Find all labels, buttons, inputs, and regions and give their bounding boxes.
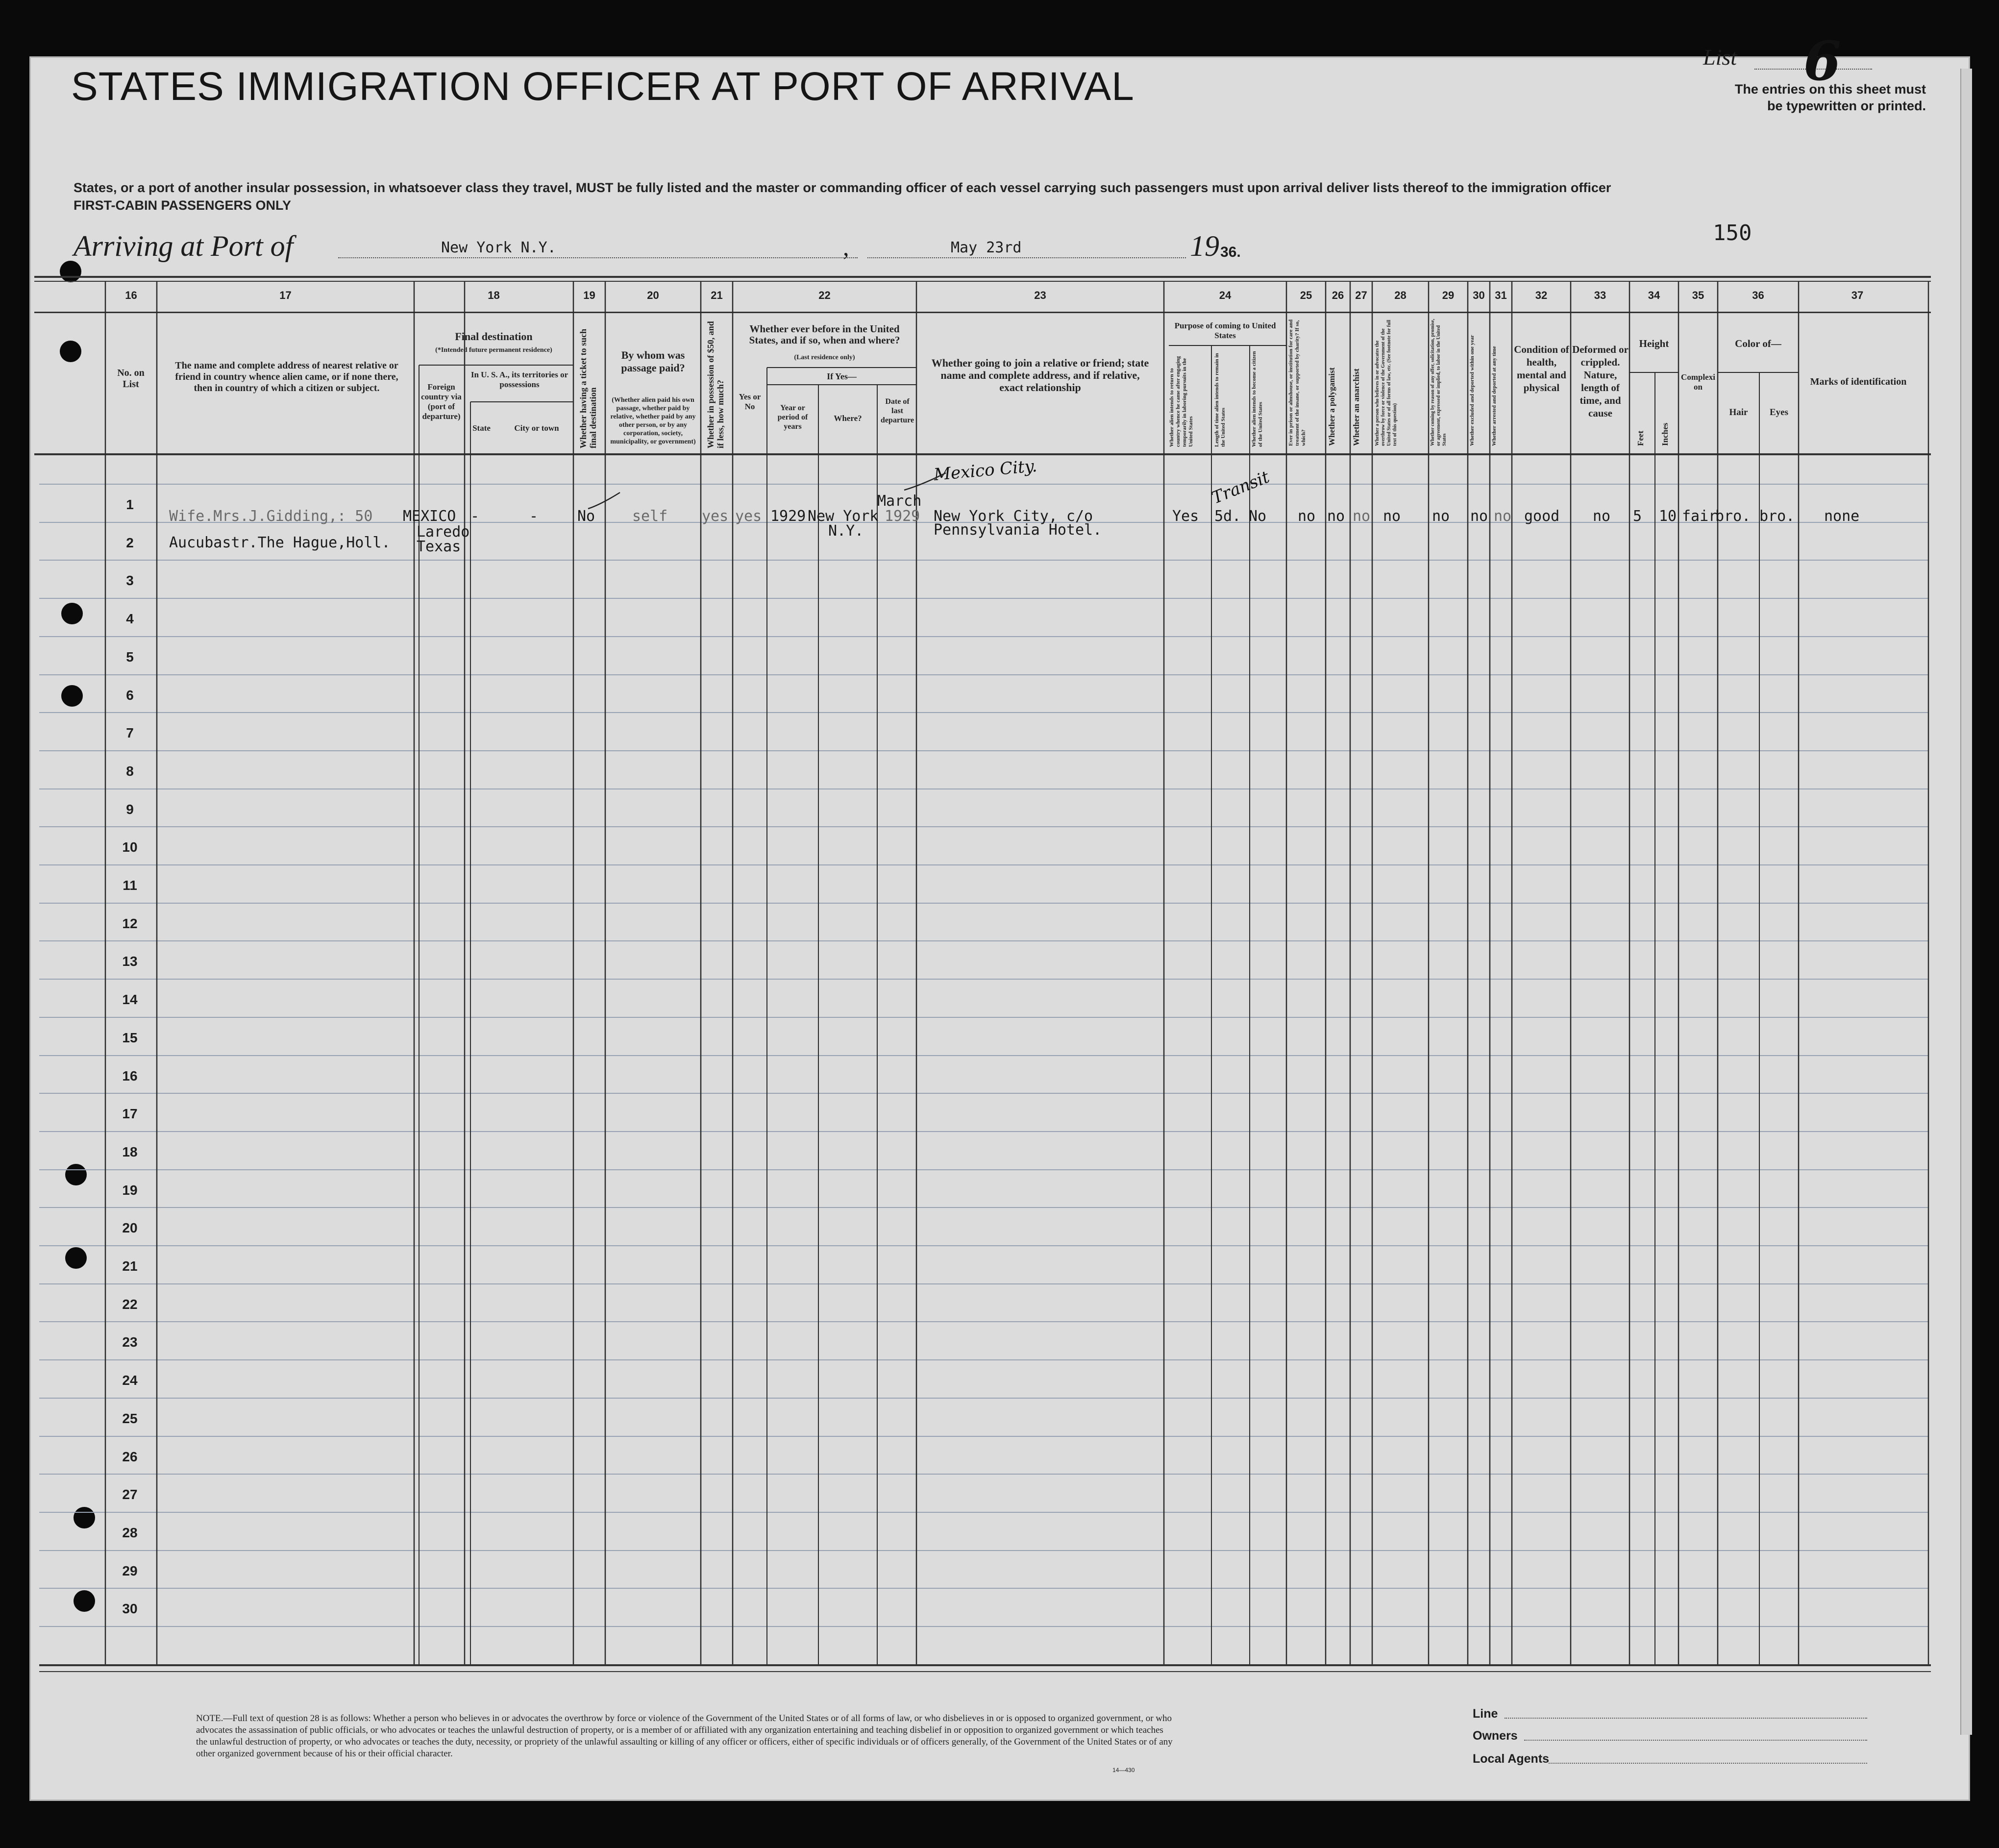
header-if-yes: If Yes— bbox=[827, 371, 857, 381]
has-ticket: No bbox=[577, 508, 595, 525]
local-agents-label: Local Agents bbox=[1473, 1752, 1550, 1766]
col-num-21: 21 bbox=[711, 289, 723, 301]
col-num-29: 29 bbox=[1442, 289, 1455, 301]
header-deported: Whether arrested and deported at any time bbox=[1491, 346, 1497, 446]
header-foreign-port: Foreign country via (port of departure) bbox=[421, 382, 462, 421]
header-date-departure: Date of last departure bbox=[880, 397, 914, 424]
header-excluded: Whether excluded and deported within one year bbox=[1469, 335, 1475, 446]
row-number: 12 bbox=[122, 916, 138, 931]
row-number: 17 bbox=[122, 1106, 138, 1121]
form-number: 14—430 bbox=[1112, 1767, 1135, 1774]
col-num-22: 22 bbox=[818, 289, 831, 301]
col-num-18: 18 bbox=[488, 289, 500, 301]
header-inches: Inches bbox=[1660, 422, 1670, 446]
header-deformed: Deformed or crippled. Nature, length of time, and cause bbox=[1572, 344, 1629, 419]
has-50-dollars: yes bbox=[702, 508, 729, 525]
header-complexion: Complexion bbox=[1681, 372, 1715, 392]
list-label: List bbox=[1703, 45, 1737, 70]
header-where: Where? bbox=[834, 414, 862, 423]
col-num-28: 28 bbox=[1394, 289, 1407, 301]
header-no-on-list: No. on List bbox=[117, 368, 145, 390]
col-num-27: 27 bbox=[1355, 289, 1367, 301]
col-num-23: 23 bbox=[1034, 289, 1046, 301]
header-height: Height bbox=[1639, 338, 1669, 349]
row-number: 15 bbox=[122, 1030, 138, 1045]
footnote-question-28: NOTE.—Full text of question 28 is as follows: Whether a person who believes in or advocates the overthrow by force or violence of the Government of the United States or of all forms of law, or who disbelieves in or is opposed to organized government, or who advocates the assassination of public officials, or who advocates or teaches the unlawful destruction of property, or is a member of or affiliated with any organization entertaining and teaching disbelief in or opposition to organized government or which teaches the unlawful destruction of property, or who advocates or teaches the duty, necessity, or propriety of the unlawful assaulting or killing of any officer or officers, either of specific individuals or of officers generally, of the Government of the United States or of any other organized government because of his or their official character. bbox=[196, 1713, 1173, 1759]
ans-excluded: no bbox=[1470, 508, 1488, 525]
port-value: New York N.Y. bbox=[441, 239, 556, 256]
departure-month: March bbox=[877, 493, 922, 510]
ans-prison: no bbox=[1298, 508, 1316, 525]
identification-marks: none bbox=[1824, 508, 1860, 525]
dest-state: - bbox=[470, 508, 480, 525]
header-passage-paid-sub: (Whether alien paid his own passage, whether paid by relative, whether paid by any other person, or by any corporation, society, municipality, or government) bbox=[610, 396, 696, 445]
col-num-19: 19 bbox=[583, 289, 595, 301]
hair-color: bro. bbox=[1715, 508, 1751, 525]
sheet-stamp-number: 150 bbox=[1713, 221, 1752, 246]
where-line-1: New York bbox=[808, 508, 879, 525]
row-number: 2 bbox=[126, 535, 134, 550]
header-feet: Feet bbox=[1636, 430, 1645, 446]
header-length-stay: Length of time alien intends to remain in the United States bbox=[1214, 353, 1226, 447]
joining-handwritten: Mexico City. bbox=[933, 456, 1038, 485]
agents-underline bbox=[1549, 1763, 1867, 1764]
row-number: 20 bbox=[122, 1220, 138, 1235]
col-num-31: 31 bbox=[1495, 289, 1507, 301]
eye-color: bro. bbox=[1759, 508, 1795, 525]
row-number: 5 bbox=[126, 649, 134, 665]
date-value: May 23rd bbox=[951, 239, 1022, 256]
sub-column-lines bbox=[419, 345, 1799, 1664]
header-ever-before: Whether ever before in the United States, and if so, when and where? bbox=[749, 323, 900, 346]
year-suffix: 36. bbox=[1220, 244, 1241, 260]
row-number: 4 bbox=[126, 611, 134, 626]
col-num-26: 26 bbox=[1332, 289, 1344, 301]
length-of-stay: 5d. bbox=[1214, 508, 1241, 525]
instructions-line-2: be typewritten or printed. bbox=[1767, 99, 1926, 113]
row-number: 19 bbox=[122, 1183, 138, 1198]
form-title: STATES IMMIGRATION OFFICER AT PORT OF ARRIVAL bbox=[71, 64, 1135, 109]
relative-address-line-1: Wife.Mrs.J.Gidding,: 50 bbox=[169, 508, 373, 525]
header-ever-before-sub: (Last residence only) bbox=[794, 354, 855, 361]
row-number: 21 bbox=[122, 1258, 138, 1274]
departure-year: 1929 bbox=[885, 508, 920, 525]
tick-mark-icon bbox=[586, 490, 625, 512]
row-number: 3 bbox=[126, 573, 134, 588]
deformed: no bbox=[1593, 508, 1611, 525]
row-number: 14 bbox=[122, 992, 138, 1007]
header-final-destination: Final destination bbox=[455, 330, 533, 343]
row-number: 8 bbox=[126, 764, 134, 779]
owners-underline bbox=[1524, 1740, 1867, 1741]
header-final-destination-sub: (*Intended future permanent residence) bbox=[435, 346, 552, 354]
comma: , bbox=[843, 233, 849, 261]
list-number: 6 bbox=[1803, 29, 1841, 93]
row-number: 28 bbox=[122, 1525, 138, 1540]
relative-address-line-2: Aucubastr.The Hague,Holl. bbox=[169, 534, 391, 551]
col-num-30: 30 bbox=[1473, 289, 1485, 301]
header-health: Condition of health, mental and physical bbox=[1514, 344, 1569, 394]
header-prison: Ever in prison or almshouse, or institution for care and treatment of the insane, or supported by charity? If so, which? bbox=[1288, 319, 1307, 446]
header-usa: In U. S. A., its territories or possessions bbox=[470, 370, 568, 389]
row-number: 1 bbox=[126, 497, 134, 512]
header-anarchist: Whether an anarchist bbox=[1352, 368, 1361, 446]
where-line-2: N.Y. bbox=[828, 522, 864, 540]
foreign-port-line-1: MEXICO bbox=[403, 508, 456, 525]
passage-paid-by: self bbox=[632, 508, 668, 525]
header-going-to-join: Whether going to join a relative or friend; state name and complete address, and if relative, exact relationship bbox=[931, 357, 1149, 394]
row-number: 25 bbox=[122, 1411, 138, 1426]
health-condition: good bbox=[1524, 508, 1560, 525]
header-purpose: Purpose of coming to United States bbox=[1174, 321, 1276, 340]
form-class: FIRST-CABIN PASSENGERS ONLY bbox=[74, 198, 292, 213]
row-number: 7 bbox=[126, 725, 134, 740]
col-num-32: 32 bbox=[1535, 289, 1548, 301]
header-polygamist: Whether a polygamist bbox=[1327, 367, 1336, 446]
row-number: 29 bbox=[122, 1563, 138, 1578]
row-lines bbox=[39, 484, 1928, 1626]
col-num-24: 24 bbox=[1219, 289, 1232, 301]
instructions-line-1: The entries on this sheet must bbox=[1734, 82, 1926, 97]
header-ticket: Whether having a ticket to such final destination bbox=[578, 328, 598, 448]
year-prefix: 19 bbox=[1190, 230, 1219, 262]
height-inches: 10 bbox=[1659, 508, 1677, 525]
row-number: 13 bbox=[122, 954, 138, 969]
row-number: 11 bbox=[123, 878, 137, 893]
header-yes-no: Yes or No bbox=[739, 392, 761, 411]
header-color: Color of— bbox=[1735, 338, 1781, 349]
row-number: 30 bbox=[122, 1601, 138, 1616]
row-number: 27 bbox=[122, 1487, 138, 1502]
joining-line-1: New York City, c/o bbox=[934, 508, 1093, 525]
header-eyes: Eyes bbox=[1770, 407, 1788, 418]
handwritten-stroke bbox=[902, 470, 951, 495]
col-num-25: 25 bbox=[1300, 289, 1312, 301]
intends-return: Yes bbox=[1172, 508, 1199, 525]
foreign-port-line-3: Texas bbox=[417, 538, 461, 555]
length-handwritten: Transit bbox=[1209, 467, 1273, 508]
col-num-20: 20 bbox=[647, 289, 659, 301]
col-num-35: 35 bbox=[1692, 289, 1704, 301]
row-number: 16 bbox=[122, 1068, 138, 1084]
row-number: 10 bbox=[122, 839, 138, 855]
header-city: City or town bbox=[514, 423, 559, 433]
arriving-label: Arriving at Port of bbox=[74, 230, 294, 262]
row-number: 6 bbox=[126, 688, 134, 703]
header-state: State bbox=[472, 423, 491, 433]
row-number: 26 bbox=[122, 1449, 138, 1464]
row-number: 24 bbox=[122, 1373, 138, 1388]
dest-city: - bbox=[529, 508, 539, 525]
line-underline bbox=[1505, 1718, 1867, 1719]
ans-overthrow: no bbox=[1383, 508, 1401, 525]
joining-line-2: Pennsylvania Hotel. bbox=[934, 521, 1102, 539]
header-overthrow: Whether a person who believes in or advocates the overthrow by force or violence of the Government of the United States or of all forms of law, etc. (See footnote for full text of this question) bbox=[1375, 320, 1398, 446]
col-num-36: 36 bbox=[1752, 289, 1764, 301]
header-intends-return: Whether alien intends to return to country whence he came after engaging temporarily in laboring pursuits in the United States bbox=[1169, 356, 1194, 447]
header-nearest-relative: The name and complete address of nearest relative or friend in country whence alien came, or if none there, then in country of which a citizen or subject. bbox=[175, 360, 398, 394]
row-number: 22 bbox=[122, 1297, 138, 1312]
header-intends-citizen: Whether alien intends to become a citizen of the United States bbox=[1251, 351, 1263, 447]
header-period: Year or period of years bbox=[777, 404, 808, 431]
line-label: Line bbox=[1473, 1707, 1498, 1721]
row-number: 9 bbox=[126, 802, 134, 817]
before-in-us: yes bbox=[735, 508, 762, 525]
header-labor-offer: Whether coming by reason of any offer, solicitation, promise, or agreement, expressed or implied, to labor in the United States bbox=[1430, 319, 1447, 446]
form-subtitle: States, or a port of another insular possession, in whatsoever class they travel, MUST be fully listed and the master or commanding officer of each vessel carrying such passengers must upon arrival deliver lists thereof to the immigration officer bbox=[74, 180, 1611, 195]
row-number: 18 bbox=[122, 1144, 138, 1159]
header-passage-paid: By whom was passage paid? bbox=[621, 349, 685, 374]
height-feet: 5 bbox=[1633, 508, 1642, 525]
header-marks: Marks of identification bbox=[1810, 376, 1907, 387]
col-num-37: 37 bbox=[1851, 289, 1864, 301]
foreign-port-line-2: Laredo bbox=[417, 523, 470, 541]
col-num-34: 34 bbox=[1648, 289, 1660, 301]
col-num-33: 33 bbox=[1594, 289, 1606, 301]
ans-labor-offer: no bbox=[1432, 508, 1450, 525]
col-num-16: 16 bbox=[125, 289, 137, 301]
ans-deported: no bbox=[1494, 508, 1512, 525]
owners-label: Owners bbox=[1473, 1729, 1518, 1743]
period-in-us: 1929 bbox=[770, 508, 806, 525]
ans-polygamist: no bbox=[1327, 508, 1345, 525]
complexion: fair bbox=[1682, 508, 1718, 525]
header-hair: Hair bbox=[1729, 407, 1748, 418]
ans-anarchist: no bbox=[1353, 508, 1371, 525]
col-num-17: 17 bbox=[279, 289, 292, 301]
header-50-dollars: Whether in possession of $50, and if less, how much? bbox=[706, 321, 725, 448]
intends-citizen: No bbox=[1249, 508, 1267, 525]
row-number: 23 bbox=[122, 1334, 138, 1350]
